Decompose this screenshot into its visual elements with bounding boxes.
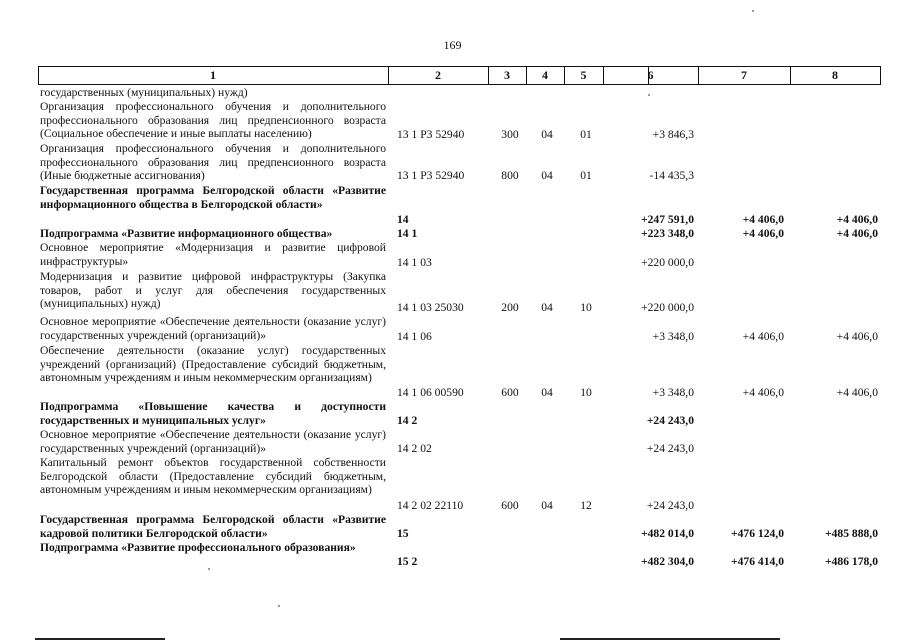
row-description: Подпрограмма «Развитие информационного общества» <box>40 227 333 240</box>
row-amount-col6: +223 348,0 <box>641 227 694 240</box>
row-pr: 10 <box>580 301 592 314</box>
table-row <box>0 142 905 183</box>
row-rz: 04 <box>541 386 553 399</box>
row-amount-col8: +485 888,0 <box>825 527 878 540</box>
row-description: Основное мероприятие «Модернизация и развитие цифровой инфраструктуры» <box>40 241 386 268</box>
row-rz: 04 <box>541 301 553 314</box>
row-amount-col6: +220 000,0 <box>641 256 694 269</box>
row-pr: 12 <box>580 499 592 512</box>
row-code: 14 2 02 22110 <box>397 499 464 512</box>
table-row <box>0 227 905 241</box>
row-code: 14 1 06 <box>397 330 432 343</box>
row-amount-col6: +24 243,0 <box>646 414 694 427</box>
row-code: 15 <box>397 527 409 540</box>
row-vr: 600 <box>501 499 519 512</box>
row-description: государственных (муниципальных) нужд) <box>40 86 248 99</box>
row-amount-col7: +4 406,0 <box>742 213 784 226</box>
scan-speck <box>208 568 210 570</box>
row-description: Капитальный ремонт объектов государственной собственности Белгородской области (Предоставление субсидий бюджетным, автономным учреждениям и иным некоммерческим организациям) <box>40 456 386 497</box>
row-description: Организация профессионального обучения и дополнительного профессионального образования лиц предпенсионного возраста (Социальное обеспечение и иные выплаты населению) <box>40 100 386 141</box>
row-pr: 01 <box>580 128 592 141</box>
row-code: 14 1 06 00590 <box>397 386 464 399</box>
header-col-5: 5 <box>580 68 587 82</box>
row-amount-col6: +24 243,0 <box>646 499 694 512</box>
row-amount-col7: +4 406,0 <box>742 386 784 399</box>
row-amount-col6: +3 348,0 <box>652 330 694 343</box>
row-rz: 04 <box>541 169 553 182</box>
scan-speck <box>752 10 754 12</box>
row-description: Основное мероприятие «Обеспечение деятельности (оказание услуг) государственных учреждений (организаций)» <box>40 428 386 455</box>
row-code: 13 1 P3 52940 <box>397 128 465 141</box>
row-rz: 04 <box>541 128 553 141</box>
page-number: 169 <box>443 38 462 52</box>
row-amount-col6: +220 000,0 <box>641 301 694 314</box>
table-row <box>0 513 905 541</box>
row-amount-col7: +476 414,0 <box>731 555 784 568</box>
row-amount-col6: -14 435,3 <box>649 169 694 182</box>
scan-speck <box>648 94 650 96</box>
table-row <box>0 428 905 456</box>
row-vr: 600 <box>501 386 519 399</box>
row-amount-col6: +3 846,3 <box>652 128 694 141</box>
table-row <box>0 241 905 270</box>
header-col-7: 7 <box>741 68 747 82</box>
row-amount-col8: +4 406,0 <box>836 330 878 343</box>
row-pr: 01 <box>580 169 592 182</box>
row-description: Государственная программа Белгородской области «Развитие информационного общества в Белгородской области» <box>40 184 386 211</box>
row-amount-col6: +247 591,0 <box>641 213 694 226</box>
row-description: Модернизация и развитие цифровой инфраструктуры (Закупка товаров, работ и услуг для обеспечения государственных (муниципальных) нужд) <box>40 270 386 311</box>
row-amount-col6: +482 304,0 <box>641 555 694 568</box>
row-vr: 800 <box>501 169 519 182</box>
row-amount-col8: +486 178,0 <box>825 555 878 568</box>
row-amount-col6: +3 348,0 <box>652 386 694 399</box>
row-description: Организация профессионального обучения и дополнительного профессионального образования лиц предпенсионного возраста (Иные бюджетные ассигнования) <box>40 142 386 183</box>
table-row <box>0 400 905 428</box>
row-code: 14 1 <box>397 227 418 240</box>
row-rz: 04 <box>541 499 553 512</box>
header-col-6: 6 <box>647 68 654 82</box>
row-vr: 200 <box>501 301 519 314</box>
table-row <box>0 541 905 569</box>
header-col-1: 1 <box>210 68 216 82</box>
row-description: Подпрограмма «Развитие профессионального образования» <box>40 541 356 554</box>
row-amount-col7: +4 406,0 <box>742 330 784 343</box>
row-code: 14 <box>397 213 409 226</box>
header-col-8: 8 <box>832 68 838 82</box>
header-col-4: 4 <box>542 68 548 82</box>
row-amount-col6: +482 014,0 <box>641 527 694 540</box>
row-description: Государственная программа Белгородской области «Развитие кадровой политики Белгородской области» <box>40 513 386 540</box>
row-code: 14 2 02 <box>397 442 432 455</box>
row-code: 14 1 03 25030 <box>397 301 464 314</box>
row-amount-col8: +4 406,0 <box>836 386 878 399</box>
table-header <box>38 66 881 85</box>
row-pr: 10 <box>580 386 592 399</box>
table-row <box>0 86 905 100</box>
row-amount-col6: +24 243,0 <box>646 442 694 455</box>
header-col-2: 2 <box>435 68 441 82</box>
table-row <box>0 344 905 400</box>
table-row <box>0 456 905 513</box>
row-code: 15 2 <box>397 555 418 568</box>
row-description: Подпрограмма «Повышение качества и доступности государственных и муниципальных услуг» <box>40 400 386 427</box>
row-amount-col8: +4 406,0 <box>836 227 878 240</box>
row-code: 14 1 03 <box>397 256 432 269</box>
row-code: 14 2 <box>397 414 418 427</box>
row-code: 13 1 P3 52940 <box>397 169 465 182</box>
row-description: Обеспечение деятельности (оказание услуг) государственных учреждений (организаций) (Предоставление субсидий бюджетным, автономным учреждениям и иным некоммерческим организациям) <box>40 344 386 385</box>
table-row <box>0 270 905 315</box>
scan-speck <box>278 605 280 607</box>
row-vr: 300 <box>501 128 519 141</box>
table-row <box>0 184 905 227</box>
row-amount-col8: +4 406,0 <box>836 213 878 226</box>
header-col-3: 3 <box>504 68 510 82</box>
row-description: Основное мероприятие «Обеспечение деятельности (оказание услуг) государственных учреждений (организаций)» <box>40 315 386 342</box>
table-row <box>0 315 905 344</box>
table-row <box>0 100 905 142</box>
row-amount-col7: +476 124,0 <box>731 527 784 540</box>
row-amount-col7: +4 406,0 <box>742 227 784 240</box>
